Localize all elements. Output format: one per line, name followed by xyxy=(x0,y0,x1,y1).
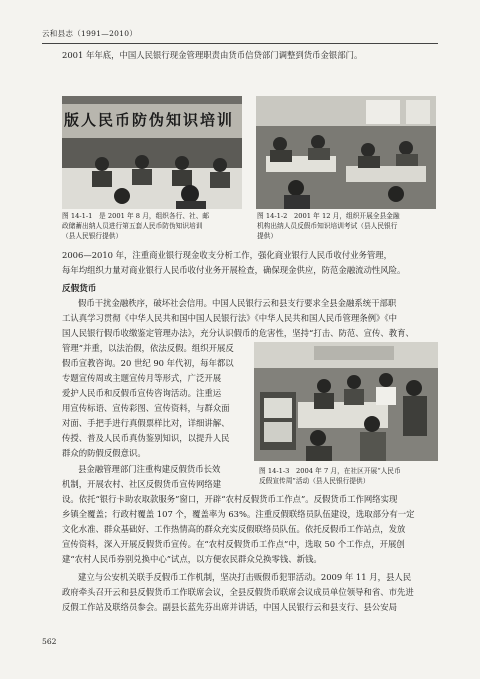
intro-text: 2001 年年底，中国人民银行现金管理职责由货币信贷部门调整到货币金银部门。 xyxy=(62,50,363,60)
running-head: 云和县志（1991—2010） xyxy=(42,29,138,38)
photo-2-scene xyxy=(256,96,436,209)
section-title: 反假货币 xyxy=(62,284,97,294)
photo-3-scene xyxy=(254,342,438,461)
header-rule xyxy=(42,43,438,44)
photo-community-campaign xyxy=(254,342,438,461)
photo-exam-room xyxy=(256,96,436,209)
page-number: 562 xyxy=(42,637,57,646)
photo-banner-text: 版人民币防伪知识培训 xyxy=(64,111,235,129)
photo-training-session xyxy=(62,96,242,209)
